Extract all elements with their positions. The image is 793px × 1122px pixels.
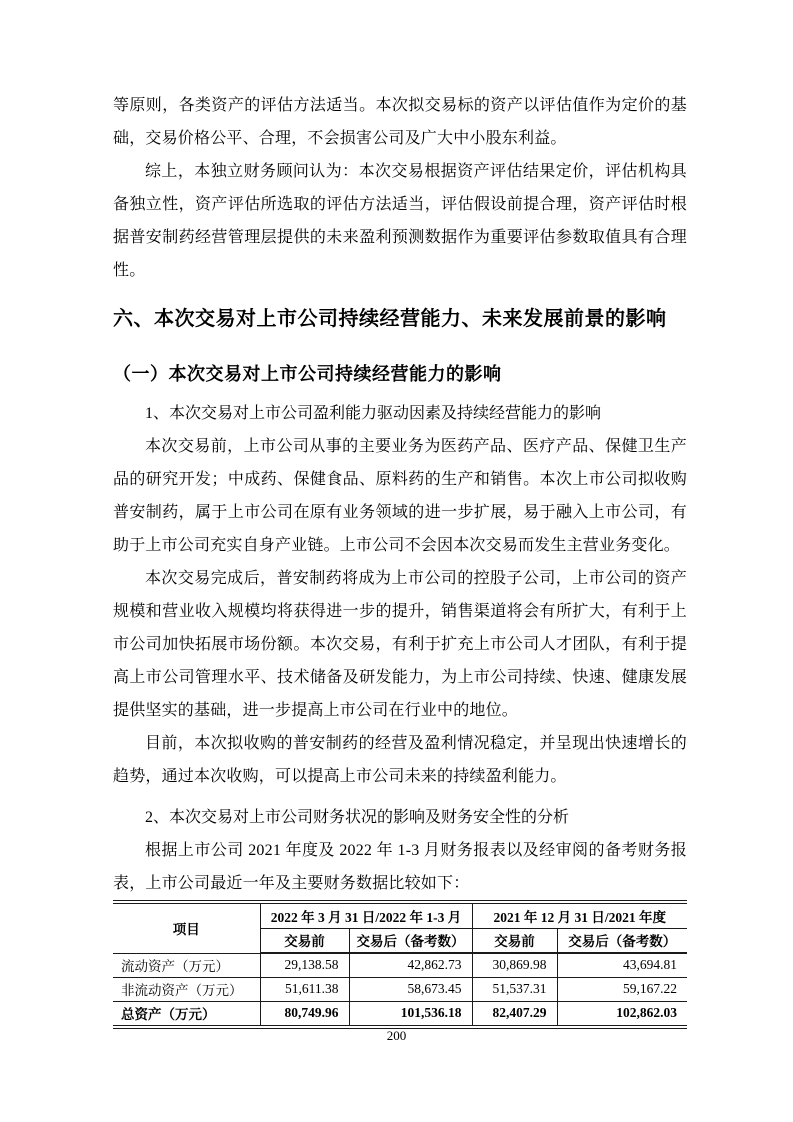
cell-value: 51,611.38 (260, 977, 349, 1001)
item-1-heading: 1、本次交易对上市公司盈利能力驱动因素及持续经营能力的影响 (145, 405, 602, 422)
table-header-pre-deal-2022: 交易前 (260, 928, 349, 953)
table-header-pre-deal-2021: 交易前 (472, 928, 557, 953)
cell-value: 80,749.96 (260, 1001, 349, 1027)
subsection-heading-one: （一）本次交易对上市公司持续经营能力的影响 (113, 364, 502, 384)
cell-value: 101,536.18 (349, 1001, 472, 1027)
row-label: 总资产（万元） (121, 1007, 216, 1023)
page-number: 200 (386, 1028, 407, 1043)
item-2-paragraph-1: 根据上市公司 2021 年度及 2022 年 1-3 月财务报表以及经审阅的备考财务报表，上市公司最近一年及主要财务数据比较如下： (113, 842, 687, 892)
cell-value: 82,407.29 (472, 1001, 557, 1027)
table-row-noncurrent-assets (113, 977, 687, 1001)
cell-value: 29,138.58 (260, 953, 349, 977)
row-label: 流动资产（万元） (113, 953, 260, 977)
cell-value: 43,694.81 (557, 953, 687, 977)
item-1-paragraph-3: 目前，本次拟收购的普安制药的经营及盈利情况稳定，并呈现出快速增长的趋势，通过本次收购，可以提高上市公司未来的持续盈利能力。 (113, 735, 687, 785)
table-header-period-2021: 2021 年 12 月 31 日/2021 年度 (472, 902, 687, 928)
item-1-paragraph-1: 本次交易前，上市公司从事的主要业务为医药产品、医疗产品、保健卫生产品的研究开发；中成药、保健食品、原料药的生产和销售。本次上市公司拟收购普安制药，属于上市公司在原有业务领域的进一步扩展，易于融入上市公司，有助于上市公司充实自身产业链。上市公司不会因本次交易而发生主营业务变化。 (113, 438, 687, 554)
cell-value: 30,869.98 (472, 953, 557, 977)
cell-value: 59,167.22 (557, 977, 687, 1001)
row-label: 非流动资产（万元） (113, 977, 260, 1001)
item-1-paragraph-2: 本次交易完成后，普安制药将成为上市公司的控股子公司，上市公司的资产规模和营业收入规模均将获得进一步的提升，销售渠道将会有所扩大，有利于上市公司加快拓展市场份额。本次交易，有利于扩充上市公司人才团队，有利于提高上市公司管理水平、技术储备及研发能力，为上市公司持续、快速、健康发展提供坚实的基础，进一步提高上市公司在行业中的地位。 (113, 570, 687, 719)
table-row-total-assets (113, 1001, 687, 1027)
page-content (113, 0, 687, 1029)
section-heading-six: 六、本次交易对上市公司持续经营能力、未来发展前景的影响 (113, 308, 667, 330)
table-row-current-assets (113, 953, 687, 977)
financial-comparison-table (113, 900, 687, 1029)
table-header-post-deal-2022: 交易后（备考数） (349, 928, 472, 953)
table-header-item: 项目 (113, 902, 260, 953)
cell-value: 42,862.73 (349, 953, 472, 977)
item-2-heading: 2、本次交易对上市公司财务状况的影响及财务安全性的分析 (145, 809, 570, 826)
cell-value: 102,862.03 (557, 1001, 687, 1027)
cell-value: 51,537.31 (472, 977, 557, 1001)
table-header-post-deal-2021: 交易后（备考数） (557, 928, 687, 953)
table-group-header-row (113, 902, 687, 928)
cell-value: 58,673.45 (349, 977, 472, 1001)
table-header-period-2022: 2022 年 3 月 31 日/2022 年 1-3 月 (260, 902, 472, 928)
paragraph-advisor-opinion: 综上，本独立财务顾问认为：本次交易根据资产评估结果定价，评估机构具备独立性，资产评估所选取的评估方法适当，评估假设前提合理，资产评估时根据普安制药经营管理层提供的未来盈利预测数据作为重要评估参数取值具有合理性。 (113, 163, 687, 279)
paragraph-continued-valuation: 等原则，各类资产的评估方法适当。本次拟交易标的资产以评估值作为定价的基础，交易价格公平、合理，不会损害公司及广大中小股东利益。 (113, 97, 687, 147)
